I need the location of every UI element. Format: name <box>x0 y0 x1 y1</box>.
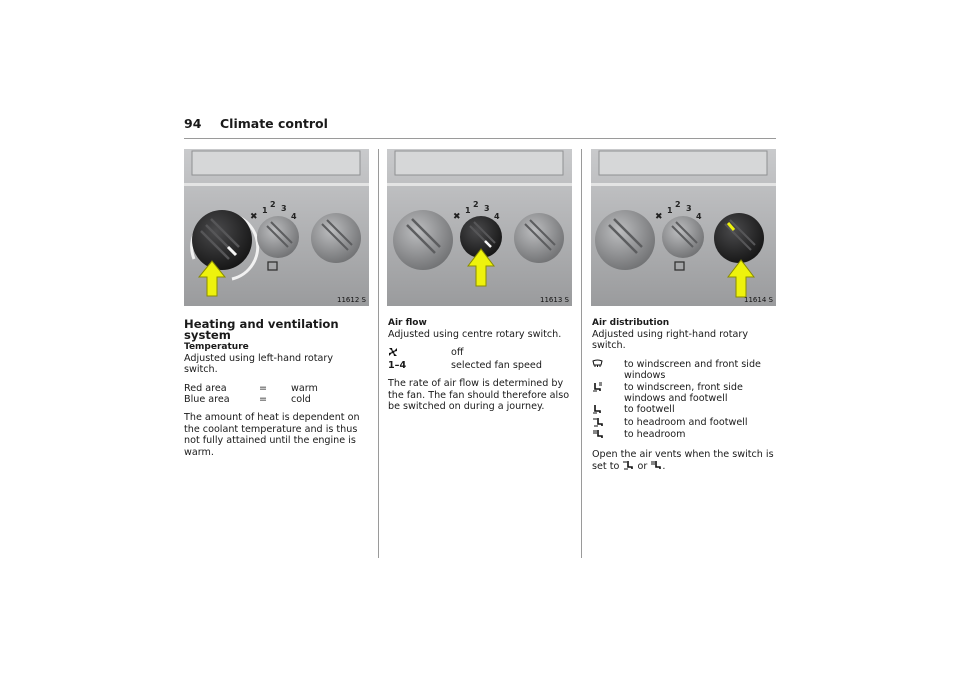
svg-text:2: 2 <box>675 200 681 209</box>
body-text: The amount of heat is dependent on the coolant temperature and is thus not fully attained until the engine is warm. <box>184 412 360 458</box>
svg-text:3: 3 <box>484 204 490 213</box>
column-air-flow <box>388 318 570 412</box>
svg-text:4: 4 <box>494 212 500 221</box>
subsection-title: Temperature <box>184 341 249 352</box>
windscreen-icon <box>592 359 604 369</box>
column-divider <box>378 149 379 558</box>
svg-text:1: 1 <box>667 206 673 215</box>
svg-text:✖: ✖ <box>250 212 258 222</box>
photo-code: 11612 S <box>337 296 366 304</box>
intro-text: Adjusted using left-hand rotary switch. <box>184 352 334 376</box>
list-item: to headroom and footwell <box>592 417 777 429</box>
header-rule <box>184 138 776 139</box>
svg-text:3: 3 <box>686 204 692 213</box>
column-temperature <box>184 318 369 458</box>
list-item: to windscreen and front side windows <box>592 359 777 382</box>
headroom-footwell-icon <box>592 417 604 427</box>
list-item: to windscreen, front side windows and footwell <box>592 382 777 405</box>
column-divider <box>581 149 582 558</box>
svg-text:1: 1 <box>465 206 471 215</box>
svg-text:✖: ✖ <box>453 212 461 222</box>
list-item: 1–4 selected fan speed <box>388 359 542 371</box>
chapter-title: Climate control <box>220 116 328 131</box>
list-item: Red area = warm <box>184 382 318 394</box>
fan-icon <box>388 347 400 357</box>
photo-temperature-knob <box>184 149 369 306</box>
list-item: off <box>388 347 570 359</box>
intro-text: Adjusted using centre rotary switch. <box>388 329 562 340</box>
svg-text:4: 4 <box>696 212 702 221</box>
svg-text:1: 1 <box>262 206 268 215</box>
svg-text:3: 3 <box>281 204 287 213</box>
windscreen-footwell-icon <box>592 382 604 392</box>
headroom-icon <box>592 429 604 439</box>
headroom-icon <box>650 460 662 470</box>
list-item: to headroom <box>592 429 777 441</box>
intro-text: Adjusted using right-hand rotary switch. <box>592 329 749 352</box>
body-text: Open the air vents when the switch is set to or . <box>592 448 774 473</box>
photo-fan-knob <box>387 149 572 306</box>
photo-air-distribution-knob <box>591 149 776 306</box>
page-number: 94 <box>184 116 202 131</box>
svg-text:2: 2 <box>473 200 479 209</box>
svg-text:2: 2 <box>270 200 276 209</box>
section-title: Heating and ventilation system <box>184 317 339 343</box>
photo-code: 11613 S <box>540 296 569 304</box>
svg-text:✖: ✖ <box>655 212 663 222</box>
body-text: The rate of air flow is determined by the fan. The fan should therefore also be switched on during a journey. <box>388 378 570 413</box>
subsection-title: Air distribution <box>592 318 670 328</box>
column-air-distribution <box>592 318 777 472</box>
subsection-title: Air flow <box>388 318 427 328</box>
list-item: to footwell <box>592 404 777 416</box>
svg-text:4: 4 <box>291 212 297 221</box>
headroom-footwell-icon <box>622 460 634 470</box>
page-header <box>184 116 328 131</box>
footwell-icon <box>592 404 604 414</box>
photo-code: 11614 S <box>744 296 773 304</box>
list-item: Blue area = cold <box>184 394 311 406</box>
